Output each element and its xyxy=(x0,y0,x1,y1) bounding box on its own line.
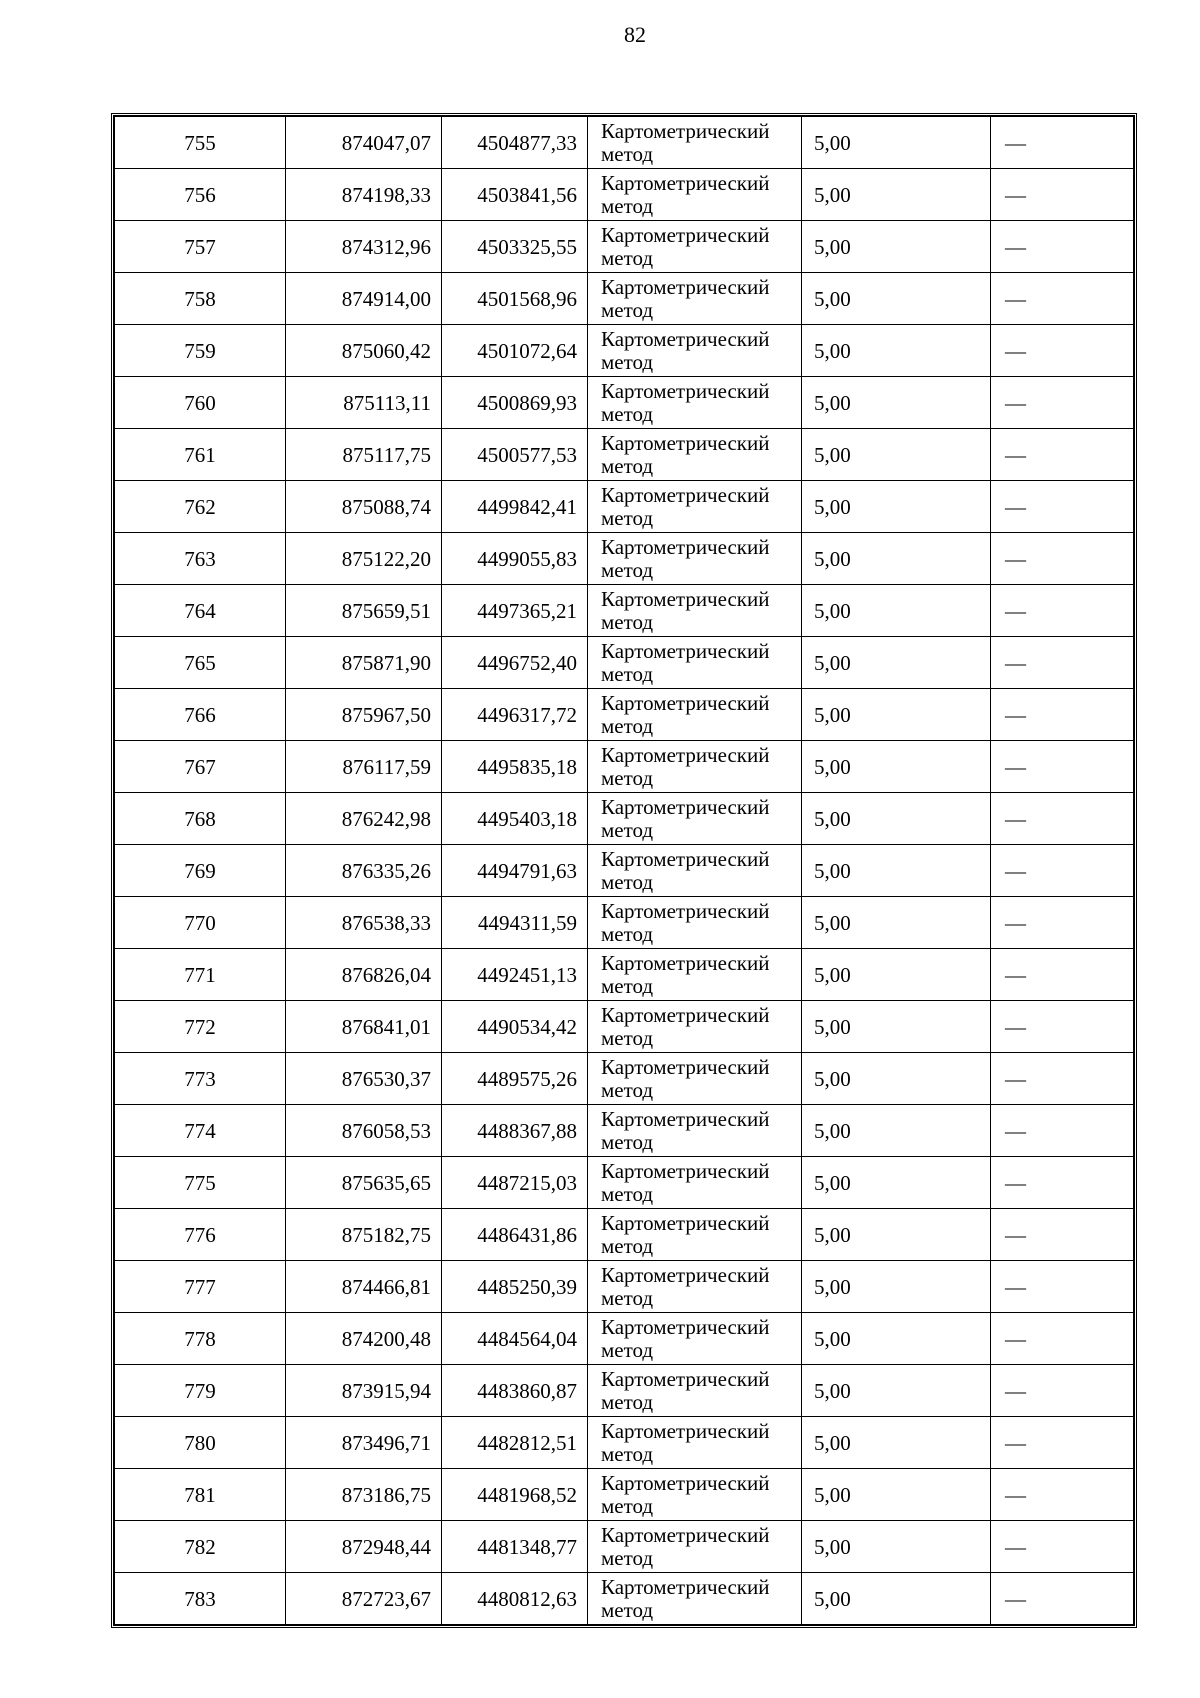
point-number-cell: 783 xyxy=(115,1573,286,1625)
method-cell xyxy=(588,221,802,273)
description-cell: — xyxy=(991,377,1134,429)
table-row xyxy=(115,1521,1134,1573)
method-line-1: Картометрический xyxy=(601,1210,770,1235)
y-coordinate-cell: 4503841,56 xyxy=(442,169,588,221)
y-coordinate-cell: 4499055,83 xyxy=(442,533,588,585)
table-row xyxy=(115,1313,1134,1365)
method-line-1: Картометрический xyxy=(601,1002,770,1027)
method-cell xyxy=(588,1209,802,1261)
method-line-1: Картометрический xyxy=(601,690,770,715)
table-row xyxy=(115,793,1134,845)
method-line-1: Картометрический xyxy=(601,742,770,767)
x-coordinate-cell: 874200,48 xyxy=(286,1313,442,1365)
accuracy-cell: 5,00 xyxy=(802,221,991,273)
point-number-cell: 768 xyxy=(115,793,286,845)
description-cell: — xyxy=(991,533,1134,585)
y-coordinate-cell: 4485250,39 xyxy=(442,1261,588,1313)
table-row xyxy=(115,533,1134,585)
description-cell: — xyxy=(991,585,1134,637)
table-row xyxy=(115,273,1134,325)
method-line-2: метод xyxy=(601,505,654,530)
method-line-2: метод xyxy=(601,557,654,582)
method-line-2: метод xyxy=(601,297,654,322)
description-cell: — xyxy=(991,221,1134,273)
accuracy-cell: 5,00 xyxy=(802,1573,991,1625)
y-coordinate-cell: 4494311,59 xyxy=(442,897,588,949)
method-line-1: Картометрический xyxy=(601,1314,770,1339)
method-line-1: Картометрический xyxy=(601,1366,770,1391)
method-line-1: Картометрический xyxy=(601,274,770,299)
method-cell xyxy=(588,325,802,377)
method-line-1: Картометрический xyxy=(601,118,770,143)
x-coordinate-cell: 873186,75 xyxy=(286,1469,442,1521)
point-number-cell: 779 xyxy=(115,1365,286,1417)
table-row xyxy=(115,949,1134,1001)
y-coordinate-cell: 4481348,77 xyxy=(442,1521,588,1573)
y-coordinate-cell: 4503325,55 xyxy=(442,221,588,273)
x-coordinate-cell: 875635,65 xyxy=(286,1157,442,1209)
description-cell: — xyxy=(991,481,1134,533)
table-row xyxy=(115,221,1134,273)
y-coordinate-cell: 4483860,87 xyxy=(442,1365,588,1417)
description-cell: — xyxy=(991,325,1134,377)
x-coordinate-cell: 875088,74 xyxy=(286,481,442,533)
method-line-2: метод xyxy=(601,973,654,998)
method-cell xyxy=(588,1261,802,1313)
method-cell xyxy=(588,637,802,689)
point-number-cell: 755 xyxy=(115,117,286,169)
x-coordinate-cell: 873915,94 xyxy=(286,1365,442,1417)
point-number-cell: 763 xyxy=(115,533,286,585)
method-line-1: Картометрический xyxy=(601,482,770,507)
x-coordinate-cell: 872948,44 xyxy=(286,1521,442,1573)
method-line-1: Картометрический xyxy=(601,794,770,819)
x-coordinate-cell: 874466,81 xyxy=(286,1261,442,1313)
method-line-2: метод xyxy=(601,141,654,166)
method-cell xyxy=(588,585,802,637)
y-coordinate-cell: 4487215,03 xyxy=(442,1157,588,1209)
table-row xyxy=(115,1417,1134,1469)
point-number-cell: 781 xyxy=(115,1469,286,1521)
table-row xyxy=(115,325,1134,377)
description-cell: — xyxy=(991,1365,1134,1417)
x-coordinate-cell: 875113,11 xyxy=(286,377,442,429)
y-coordinate-cell: 4500577,53 xyxy=(442,429,588,481)
method-line-1: Картометрический xyxy=(601,1470,770,1495)
y-coordinate-cell: 4501568,96 xyxy=(442,273,588,325)
accuracy-cell: 5,00 xyxy=(802,169,991,221)
point-number-cell: 757 xyxy=(115,221,286,273)
method-line-2: метод xyxy=(601,245,654,270)
point-number-cell: 759 xyxy=(115,325,286,377)
method-line-1: Картометрический xyxy=(601,586,770,611)
method-line-1: Картометрический xyxy=(601,950,770,975)
method-line-2: метод xyxy=(601,817,654,842)
x-coordinate-cell: 876058,53 xyxy=(286,1105,442,1157)
table-row xyxy=(115,689,1134,741)
accuracy-cell: 5,00 xyxy=(802,689,991,741)
table-row xyxy=(115,1157,1134,1209)
table-row xyxy=(115,1365,1134,1417)
method-line-1: Картометрический xyxy=(601,326,770,351)
point-number-cell: 778 xyxy=(115,1313,286,1365)
method-line-2: метод xyxy=(601,1597,654,1622)
table-row xyxy=(115,117,1134,169)
method-line-1: Картометрический xyxy=(601,534,770,559)
x-coordinate-cell: 876242,98 xyxy=(286,793,442,845)
y-coordinate-cell: 4500869,93 xyxy=(442,377,588,429)
x-coordinate-cell: 875182,75 xyxy=(286,1209,442,1261)
accuracy-cell: 5,00 xyxy=(802,1157,991,1209)
x-coordinate-cell: 873496,71 xyxy=(286,1417,442,1469)
accuracy-cell: 5,00 xyxy=(802,1313,991,1365)
description-cell: — xyxy=(991,793,1134,845)
y-coordinate-cell: 4489575,26 xyxy=(442,1053,588,1105)
table-row xyxy=(115,845,1134,897)
method-line-2: метод xyxy=(601,401,654,426)
method-line-2: метод xyxy=(601,1337,654,1362)
accuracy-cell: 5,00 xyxy=(802,1417,991,1469)
accuracy-cell: 5,00 xyxy=(802,793,991,845)
method-line-2: метод xyxy=(601,453,654,478)
x-coordinate-cell: 876530,37 xyxy=(286,1053,442,1105)
description-cell: — xyxy=(991,1157,1134,1209)
method-cell xyxy=(588,533,802,585)
point-number-cell: 765 xyxy=(115,637,286,689)
accuracy-cell: 5,00 xyxy=(802,273,991,325)
y-coordinate-cell: 4492451,13 xyxy=(442,949,588,1001)
x-coordinate-cell: 874914,00 xyxy=(286,273,442,325)
y-coordinate-cell: 4486431,86 xyxy=(442,1209,588,1261)
method-line-2: метод xyxy=(601,1285,654,1310)
method-cell xyxy=(588,1157,802,1209)
method-line-2: метод xyxy=(601,1389,654,1414)
method-cell xyxy=(588,169,802,221)
coordinates-table xyxy=(111,113,1137,1628)
table-row xyxy=(115,1105,1134,1157)
method-cell xyxy=(588,1053,802,1105)
point-number-cell: 774 xyxy=(115,1105,286,1157)
y-coordinate-cell: 4494791,63 xyxy=(442,845,588,897)
accuracy-cell: 5,00 xyxy=(802,1053,991,1105)
table-row xyxy=(115,1209,1134,1261)
method-line-1: Картометрический xyxy=(601,1158,770,1183)
y-coordinate-cell: 4481968,52 xyxy=(442,1469,588,1521)
point-number-cell: 767 xyxy=(115,741,286,793)
description-cell: — xyxy=(991,1313,1134,1365)
accuracy-cell: 5,00 xyxy=(802,429,991,481)
y-coordinate-cell: 4482812,51 xyxy=(442,1417,588,1469)
x-coordinate-cell: 876538,33 xyxy=(286,897,442,949)
description-cell: — xyxy=(991,897,1134,949)
description-cell: — xyxy=(991,429,1134,481)
y-coordinate-cell: 4480812,63 xyxy=(442,1573,588,1625)
point-number-cell: 775 xyxy=(115,1157,286,1209)
y-coordinate-cell: 4495403,18 xyxy=(442,793,588,845)
point-number-cell: 780 xyxy=(115,1417,286,1469)
description-cell: — xyxy=(991,949,1134,1001)
accuracy-cell: 5,00 xyxy=(802,117,991,169)
method-line-1: Картометрический xyxy=(601,1522,770,1547)
method-line-1: Картометрический xyxy=(601,846,770,871)
method-line-2: метод xyxy=(601,1493,654,1518)
x-coordinate-cell: 875117,75 xyxy=(286,429,442,481)
y-coordinate-cell: 4488367,88 xyxy=(442,1105,588,1157)
y-coordinate-cell: 4495835,18 xyxy=(442,741,588,793)
y-coordinate-cell: 4499842,41 xyxy=(442,481,588,533)
table-row xyxy=(115,1001,1134,1053)
y-coordinate-cell: 4484564,04 xyxy=(442,1313,588,1365)
method-line-2: метод xyxy=(601,869,654,894)
table-row xyxy=(115,169,1134,221)
x-coordinate-cell: 875967,50 xyxy=(286,689,442,741)
table-row xyxy=(115,897,1134,949)
method-cell xyxy=(588,1521,802,1573)
point-number-cell: 770 xyxy=(115,897,286,949)
description-cell: — xyxy=(991,1209,1134,1261)
description-cell: — xyxy=(991,273,1134,325)
method-cell xyxy=(588,1105,802,1157)
y-coordinate-cell: 4501072,64 xyxy=(442,325,588,377)
description-cell: — xyxy=(991,1053,1134,1105)
y-coordinate-cell: 4497365,21 xyxy=(442,585,588,637)
accuracy-cell: 5,00 xyxy=(802,481,991,533)
x-coordinate-cell: 874312,96 xyxy=(286,221,442,273)
method-cell xyxy=(588,793,802,845)
table-row xyxy=(115,585,1134,637)
method-line-1: Картометрический xyxy=(601,1574,770,1599)
accuracy-cell: 5,00 xyxy=(802,897,991,949)
table-row xyxy=(115,1053,1134,1105)
x-coordinate-cell: 875871,90 xyxy=(286,637,442,689)
x-coordinate-cell: 874198,33 xyxy=(286,169,442,221)
description-cell: — xyxy=(991,117,1134,169)
accuracy-cell: 5,00 xyxy=(802,1469,991,1521)
method-line-1: Картометрический xyxy=(601,170,770,195)
table-row xyxy=(115,741,1134,793)
method-cell xyxy=(588,741,802,793)
point-number-cell: 760 xyxy=(115,377,286,429)
method-cell xyxy=(588,897,802,949)
point-number-cell: 782 xyxy=(115,1521,286,1573)
accuracy-cell: 5,00 xyxy=(802,637,991,689)
method-line-2: метод xyxy=(601,1025,654,1050)
method-line-2: метод xyxy=(601,661,654,686)
description-cell: — xyxy=(991,1105,1134,1157)
x-coordinate-cell: 876841,01 xyxy=(286,1001,442,1053)
accuracy-cell: 5,00 xyxy=(802,533,991,585)
method-cell xyxy=(588,117,802,169)
description-cell: — xyxy=(991,845,1134,897)
x-coordinate-cell: 876826,04 xyxy=(286,949,442,1001)
accuracy-cell: 5,00 xyxy=(802,325,991,377)
point-number-cell: 776 xyxy=(115,1209,286,1261)
method-cell xyxy=(588,1313,802,1365)
method-line-1: Картометрический xyxy=(601,378,770,403)
accuracy-cell: 5,00 xyxy=(802,741,991,793)
description-cell: — xyxy=(991,1417,1134,1469)
point-number-cell: 758 xyxy=(115,273,286,325)
method-line-2: метод xyxy=(601,1077,654,1102)
method-cell xyxy=(588,949,802,1001)
x-coordinate-cell: 872723,67 xyxy=(286,1573,442,1625)
description-cell: — xyxy=(991,689,1134,741)
x-coordinate-cell: 876335,26 xyxy=(286,845,442,897)
x-coordinate-cell: 875659,51 xyxy=(286,585,442,637)
method-line-2: метод xyxy=(601,713,654,738)
method-line-1: Картометрический xyxy=(601,1418,770,1443)
description-cell: — xyxy=(991,1573,1134,1625)
description-cell: — xyxy=(991,1001,1134,1053)
accuracy-cell: 5,00 xyxy=(802,377,991,429)
method-line-1: Картометрический xyxy=(601,430,770,455)
table-row xyxy=(115,377,1134,429)
accuracy-cell: 5,00 xyxy=(802,1365,991,1417)
method-line-2: метод xyxy=(601,609,654,634)
method-line-1: Картометрический xyxy=(601,1106,770,1131)
accuracy-cell: 5,00 xyxy=(802,1521,991,1573)
y-coordinate-cell: 4496752,40 xyxy=(442,637,588,689)
x-coordinate-cell: 875122,20 xyxy=(286,533,442,585)
y-coordinate-cell: 4490534,42 xyxy=(442,1001,588,1053)
table-row xyxy=(115,1573,1134,1625)
method-line-2: метод xyxy=(601,765,654,790)
method-line-2: метод xyxy=(601,1441,654,1466)
accuracy-cell: 5,00 xyxy=(802,1209,991,1261)
y-coordinate-cell: 4504877,33 xyxy=(442,117,588,169)
description-cell: — xyxy=(991,1261,1134,1313)
table-row xyxy=(115,429,1134,481)
method-line-1: Картометрический xyxy=(601,1262,770,1287)
method-cell xyxy=(588,481,802,533)
description-cell: — xyxy=(991,1469,1134,1521)
method-cell xyxy=(588,689,802,741)
x-coordinate-cell: 875060,42 xyxy=(286,325,442,377)
point-number-cell: 771 xyxy=(115,949,286,1001)
description-cell: — xyxy=(991,169,1134,221)
method-line-1: Картометрический xyxy=(601,222,770,247)
description-cell: — xyxy=(991,741,1134,793)
y-coordinate-cell: 4496317,72 xyxy=(442,689,588,741)
method-cell xyxy=(588,1573,802,1625)
table-row xyxy=(115,1469,1134,1521)
table-row xyxy=(115,481,1134,533)
method-line-1: Картометрический xyxy=(601,638,770,663)
table-row xyxy=(115,1261,1134,1313)
method-cell xyxy=(588,273,802,325)
accuracy-cell: 5,00 xyxy=(802,1105,991,1157)
method-cell xyxy=(588,429,802,481)
method-cell xyxy=(588,1001,802,1053)
point-number-cell: 756 xyxy=(115,169,286,221)
accuracy-cell: 5,00 xyxy=(802,1001,991,1053)
table-body xyxy=(115,117,1134,1625)
point-number-cell: 764 xyxy=(115,585,286,637)
method-cell xyxy=(588,1417,802,1469)
method-line-2: метод xyxy=(601,1181,654,1206)
method-line-2: метод xyxy=(601,349,654,374)
method-cell xyxy=(588,1469,802,1521)
accuracy-cell: 5,00 xyxy=(802,845,991,897)
accuracy-cell: 5,00 xyxy=(802,585,991,637)
method-line-1: Картометрический xyxy=(601,1054,770,1079)
accuracy-cell: 5,00 xyxy=(802,949,991,1001)
point-number-cell: 766 xyxy=(115,689,286,741)
page-number: 82 xyxy=(624,22,646,47)
table-row xyxy=(115,637,1134,689)
description-cell: — xyxy=(991,1521,1134,1573)
point-number-cell: 772 xyxy=(115,1001,286,1053)
method-line-2: метод xyxy=(601,1233,654,1258)
point-number-cell: 777 xyxy=(115,1261,286,1313)
method-line-2: метод xyxy=(601,921,654,946)
method-line-2: метод xyxy=(601,1129,654,1154)
description-cell: — xyxy=(991,637,1134,689)
x-coordinate-cell: 876117,59 xyxy=(286,741,442,793)
method-cell xyxy=(588,845,802,897)
point-number-cell: 761 xyxy=(115,429,286,481)
x-coordinate-cell: 874047,07 xyxy=(286,117,442,169)
method-cell xyxy=(588,377,802,429)
accuracy-cell: 5,00 xyxy=(802,1261,991,1313)
method-line-2: метод xyxy=(601,193,654,218)
point-number-cell: 773 xyxy=(115,1053,286,1105)
method-cell xyxy=(588,1365,802,1417)
method-line-1: Картометрический xyxy=(601,898,770,923)
point-number-cell: 769 xyxy=(115,845,286,897)
point-number-cell: 762 xyxy=(115,481,286,533)
method-line-2: метод xyxy=(601,1545,654,1570)
